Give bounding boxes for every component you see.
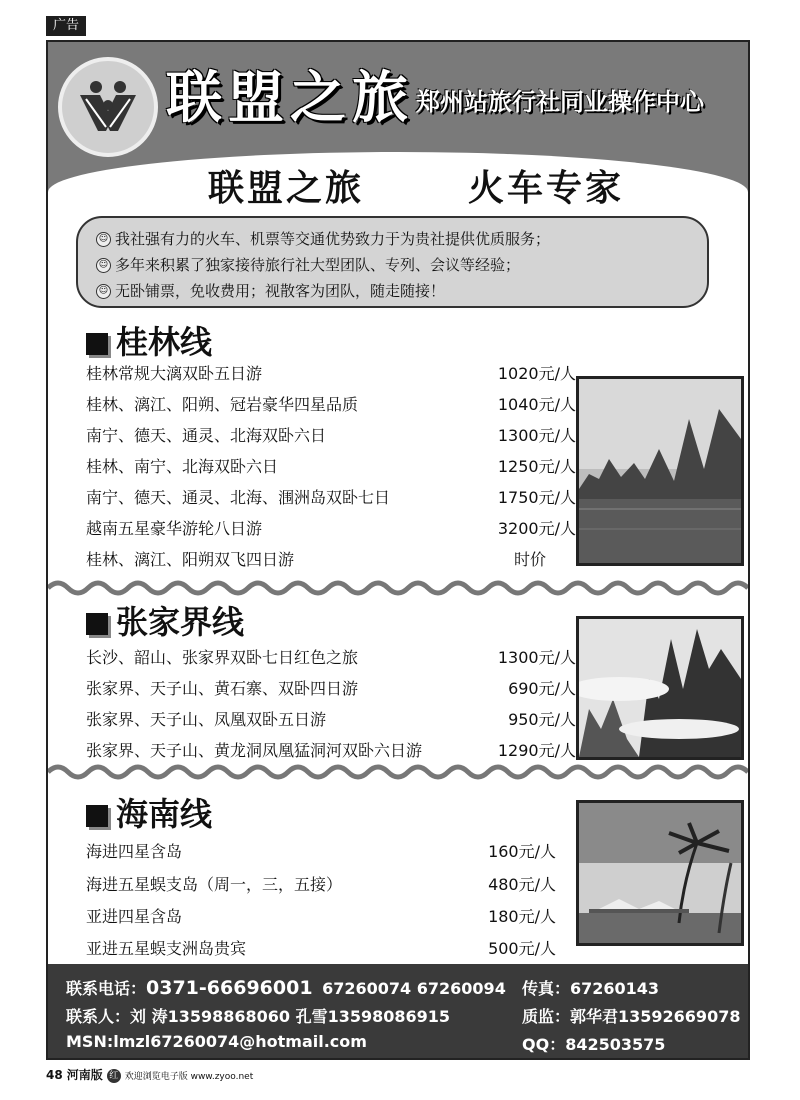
route-price: 690元/人	[508, 679, 576, 698]
section-title-hainan	[86, 794, 212, 834]
route-item	[86, 546, 576, 574]
people-logo-icon	[72, 71, 144, 143]
route-name: 长沙、韶山、张家界双卧七日红色之旅	[86, 648, 359, 667]
edition-label: 河南版	[66, 1068, 103, 1082]
contact-people: 联系人：刘 涛13598868060 孔雪13598086915	[66, 1007, 451, 1026]
phone-other: 67260074 67260094	[322, 979, 506, 998]
route-item	[86, 453, 576, 481]
slogan-right: 火车专家	[468, 168, 625, 209]
hainan-beach-photo	[576, 800, 744, 946]
route-item	[86, 838, 556, 866]
brand-logo	[58, 57, 158, 157]
route-price: 180元/人	[488, 907, 556, 926]
contact-phone	[66, 976, 506, 999]
page-footer	[46, 1066, 253, 1083]
wave-divider	[48, 762, 748, 782]
phone-main: 0371-66696001	[146, 977, 313, 999]
route-item	[86, 644, 576, 672]
route-price: 1250元/人	[497, 457, 576, 476]
route-item	[86, 391, 576, 419]
phone-label: 联系电话：	[66, 979, 147, 998]
route-name: 海进五星蜈支岛（周一，三，五接）	[86, 875, 343, 894]
section-title-zhangjiajie	[86, 602, 244, 642]
route-item	[86, 422, 576, 450]
feature-text: 无卧铺票，免收费用；视散客为团队，随走随接！	[115, 282, 446, 300]
route-name: 越南五星豪华游轮八日游	[86, 519, 263, 538]
route-item	[86, 737, 576, 765]
slogan-left: 联盟之旅	[208, 168, 365, 209]
route-price: 时价	[513, 550, 546, 569]
footer-link-text[interactable]: 欢迎浏览电子版 www.zyoo.net	[124, 1072, 254, 1082]
route-price: 160元/人	[488, 842, 556, 861]
feature-text: 我社强有力的火车、机票等交通优势致力于为贵社提供优质服务；	[115, 230, 551, 248]
route-price: 1290元/人	[497, 741, 576, 760]
route-name: 桂林常规大漓双卧五日游	[86, 364, 263, 383]
route-price: 3200元/人	[497, 519, 576, 538]
section-title-guilin	[86, 322, 212, 362]
section-title-text: 海南线	[116, 795, 213, 833]
smiley-icon: ☺	[96, 232, 111, 247]
route-price: 950元/人	[508, 710, 576, 729]
route-item	[86, 706, 576, 734]
section-title-text: 桂林线	[116, 323, 213, 361]
route-price: 1020元/人	[497, 364, 576, 383]
route-price: 480元/人	[488, 875, 556, 894]
route-name: 桂林、漓江、阳朔、冠岩豪华四星品质	[86, 395, 359, 414]
square-bullet-icon	[86, 805, 108, 827]
contact-msn: MSN:lmzl67260074@hotmail.com	[66, 1032, 367, 1051]
route-price: 1040元/人	[497, 395, 576, 414]
page-number: 48	[46, 1068, 63, 1082]
route-name: 张家界、天子山、黄龙洞凤凰猛洞河双卧六日游	[86, 741, 423, 760]
route-name: 张家界、天子山、黄石寨、双卧四日游	[86, 679, 359, 698]
edition-badge: 红	[107, 1069, 121, 1083]
route-item	[86, 360, 576, 388]
guilin-landscape-photo	[576, 376, 744, 566]
ad-frame	[46, 40, 750, 1060]
header-subtitle: 郑州站旅行社同业操作中心	[416, 88, 704, 116]
route-price: 500元/人	[488, 939, 556, 958]
feature-text: 多年来积累了独家接待旅行社大型团队、专列、会议等经验；	[115, 256, 521, 274]
smiley-icon: ☺	[96, 284, 111, 299]
route-item	[86, 515, 576, 543]
contact-supervisor: 质监：郭华君13592669078	[522, 1007, 741, 1026]
contact-qq: QQ：842503575	[522, 1035, 666, 1054]
square-bullet-icon	[86, 613, 108, 635]
route-item	[86, 903, 556, 931]
features-box	[76, 216, 709, 308]
brand-title: 联盟之旅	[166, 66, 414, 131]
route-item	[86, 935, 556, 963]
zhangjiajie-mountain-photo	[576, 616, 744, 760]
feature-item	[96, 226, 707, 252]
route-item	[86, 484, 576, 512]
contact-bar	[48, 964, 748, 1060]
route-name: 桂林、南宁、北海双卧六日	[86, 457, 279, 476]
route-name: 亚进四星含岛	[86, 907, 183, 926]
route-item	[86, 675, 576, 703]
route-price: 1300元/人	[497, 426, 576, 445]
ad-tag: 广告	[46, 16, 86, 36]
square-bullet-icon	[86, 333, 108, 355]
slogan	[48, 160, 748, 210]
section-title-text: 张家界线	[116, 603, 245, 641]
smiley-icon: ☺	[96, 258, 111, 273]
route-name: 桂林、漓江、阳朔双飞四日游	[86, 550, 295, 569]
contact-fax: 传真：67260143	[522, 979, 660, 998]
route-price: 1300元/人	[497, 648, 576, 667]
route-item	[86, 871, 556, 899]
route-name: 海进四星含岛	[86, 842, 183, 861]
route-price: 1750元/人	[497, 488, 576, 507]
route-name: 张家界、天子山、凤凰双卧五日游	[86, 710, 327, 729]
feature-item	[96, 278, 707, 304]
route-name: 亚进五星蜈支洲岛贵宾	[86, 939, 247, 958]
route-name: 南宁、德天、通灵、北海、涠洲岛双卧七日	[86, 488, 391, 507]
wave-divider	[48, 578, 748, 598]
feature-item	[96, 252, 707, 278]
route-name: 南宁、德天、通灵、北海双卧六日	[86, 426, 327, 445]
